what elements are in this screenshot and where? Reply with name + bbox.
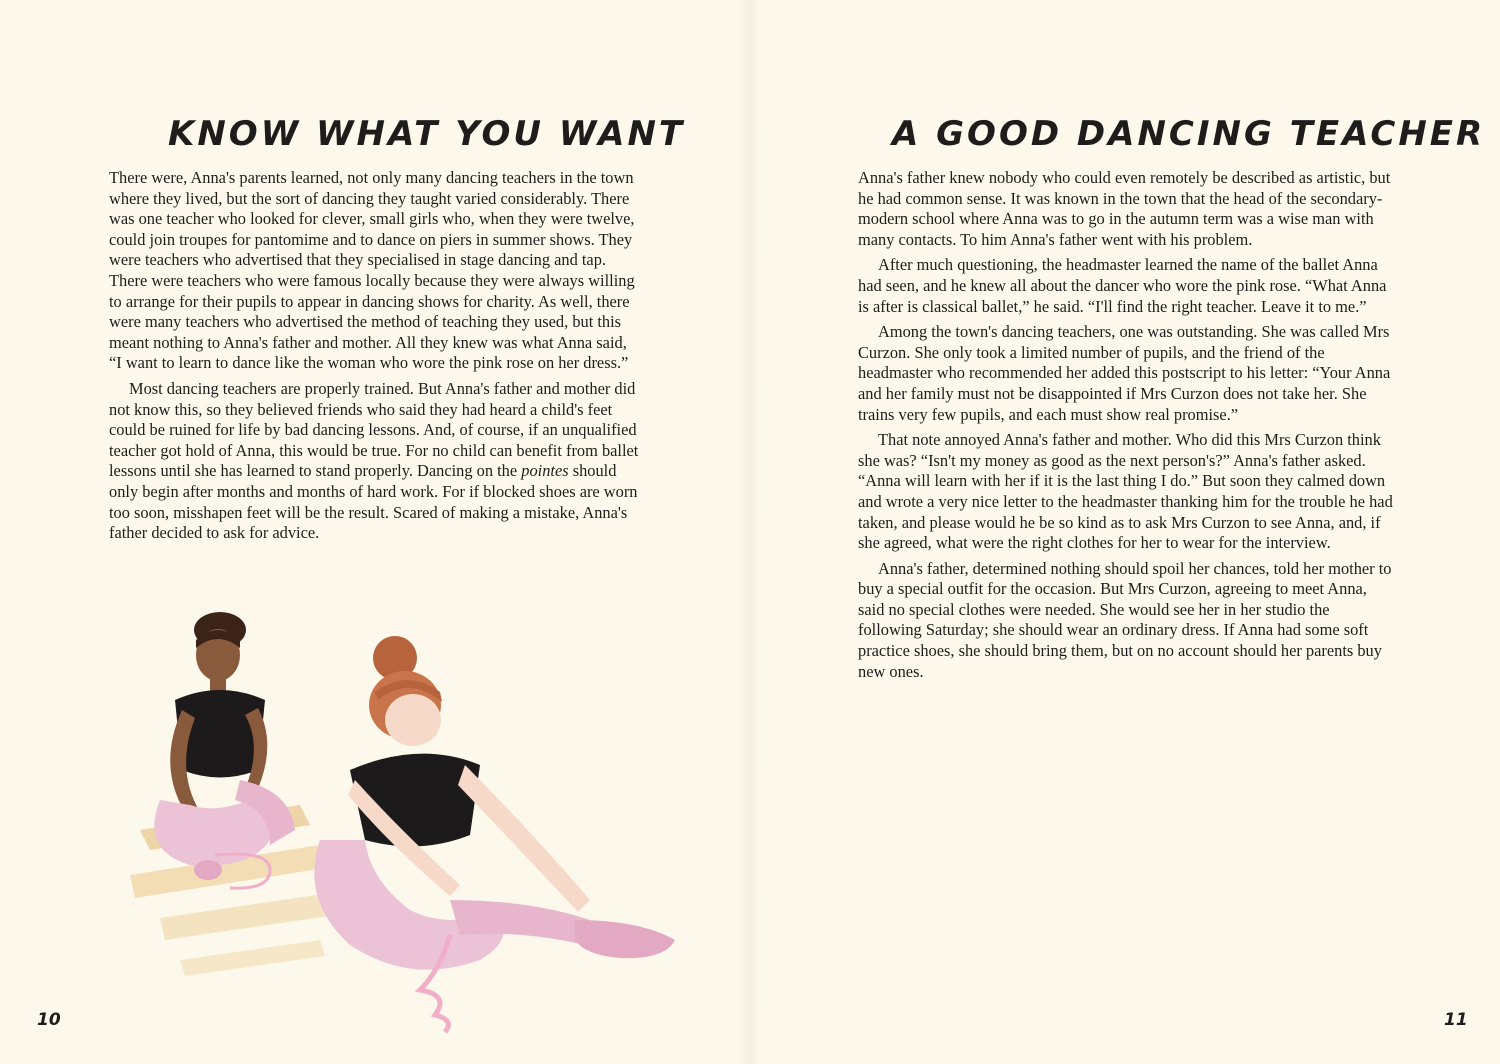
right-paragraph-4: That note annoyed Anna's father and mother. Who did this Mrs Curzon think she was? “Isn't my money as good as the next person's?” Anna's father asked. “Anna will learn with her if it is the last thing I do.” But soon they calmed down and wrote a very nice letter to the headmaster thanking him for the trouble he had taken, and please would he be so kind as to ask Mrs Curzon to see Anna, and, if she agreed, what were the right clothes for her to wear for the interview.	[858, 430, 1393, 553]
right-page-heading: A GOOD DANCING TEACHER	[892, 114, 1486, 154]
left-paragraph-1: There were, Anna's parents learned, not only many dancing teachers in the town where they lived, but the sort of dancing they taught varied considerably. There was one teacher who looked for clever, small girls who, when they were twelve, could join troupes for pantomime and to dance on piers in summer shows. They were teachers who advertised that they specialised in stage dancing and tap. There were teachers who were famous locally because they were always willing to arrange for their pupils to appear in dancing shows for charity. As well, there were many teachers who advertised the method of teaching they used, but this meant nothing to Anna's father and mother. All they knew was what Anna said, “I want to learn to dance like the woman who wore the pink rose on her dress.”	[109, 168, 635, 373]
right-page	[750, 0, 1500, 1064]
left-page-body	[109, 168, 639, 549]
right-paragraph-3: Among the town's dancing teachers, one was outstanding. She was called Mrs Curzon. She only took a limited number of pupils, and the friend of the headmaster who recommended her added this postscript to his letter: “Your Anna and her family must not be disappointed if Mrs Curzon does not take her. She trains very few pupils, and each must show real promise.”	[858, 322, 1391, 424]
page-number-right: 11	[1444, 1010, 1468, 1030]
seated-dancer-left	[154, 612, 295, 888]
page-number-left: 10	[37, 1010, 61, 1030]
ballet-dancers-illustration	[120, 600, 700, 1040]
right-paragraph-2: After much questioning, the headmaster learned the name of the ballet Anna had seen, and he knew all about the dancer who wore the pink rose. “What Anna is after is classical ballet,” he said. “I'll find the right teacher. Leave it to me.”	[858, 255, 1387, 316]
left-page-heading: KNOW WHAT YOU WANT	[168, 114, 686, 154]
right-paragraph-5: Anna's father, determined nothing should spoil her chances, told her mother to buy a special outfit for the occasion. But Mrs Curzon, agreeing to meet Anna, said no special clothes were needed. She would see her in her studio the following Saturday; she should wear an ordinary dress. If Anna had some soft practice shoes, she should bring them, but on no account should her parents buy new ones.	[858, 558, 1392, 681]
seated-dancer-right	[314, 636, 675, 1032]
right-paragraph-1: Anna's father knew nobody who could even remotely be described as artistic, but he had common sense. It was known in the town that the head of the secondary-modern school where Anna was to go in the autumn term was a wise man with many contacts. To him Anna's father went with his problem.	[858, 168, 1391, 249]
pointes-term: pointes	[521, 461, 569, 481]
left-paragraph-2	[109, 379, 639, 544]
left-paragraph-2-part-b: should only begin after months and months of hard work. For if blocked shoes are worn too soon, misshapen feet will be the result. Scared of making a mistake, Anna's father decided to ask for advice.	[109, 461, 638, 543]
left-paragraph-2-part-a: Most dancing teachers are properly trained. But Anna's father and mother did not know this, so they believed friends who said they had heard a child's feet could be ruined for life by bad dancing lessons. And, of course, if an unqualified teacher got hold of Anna, this would be true. For no child can benefit from ballet lessons until she has learned to stand properly. Dancing on the	[109, 378, 639, 481]
right-page-body	[858, 168, 1393, 687]
